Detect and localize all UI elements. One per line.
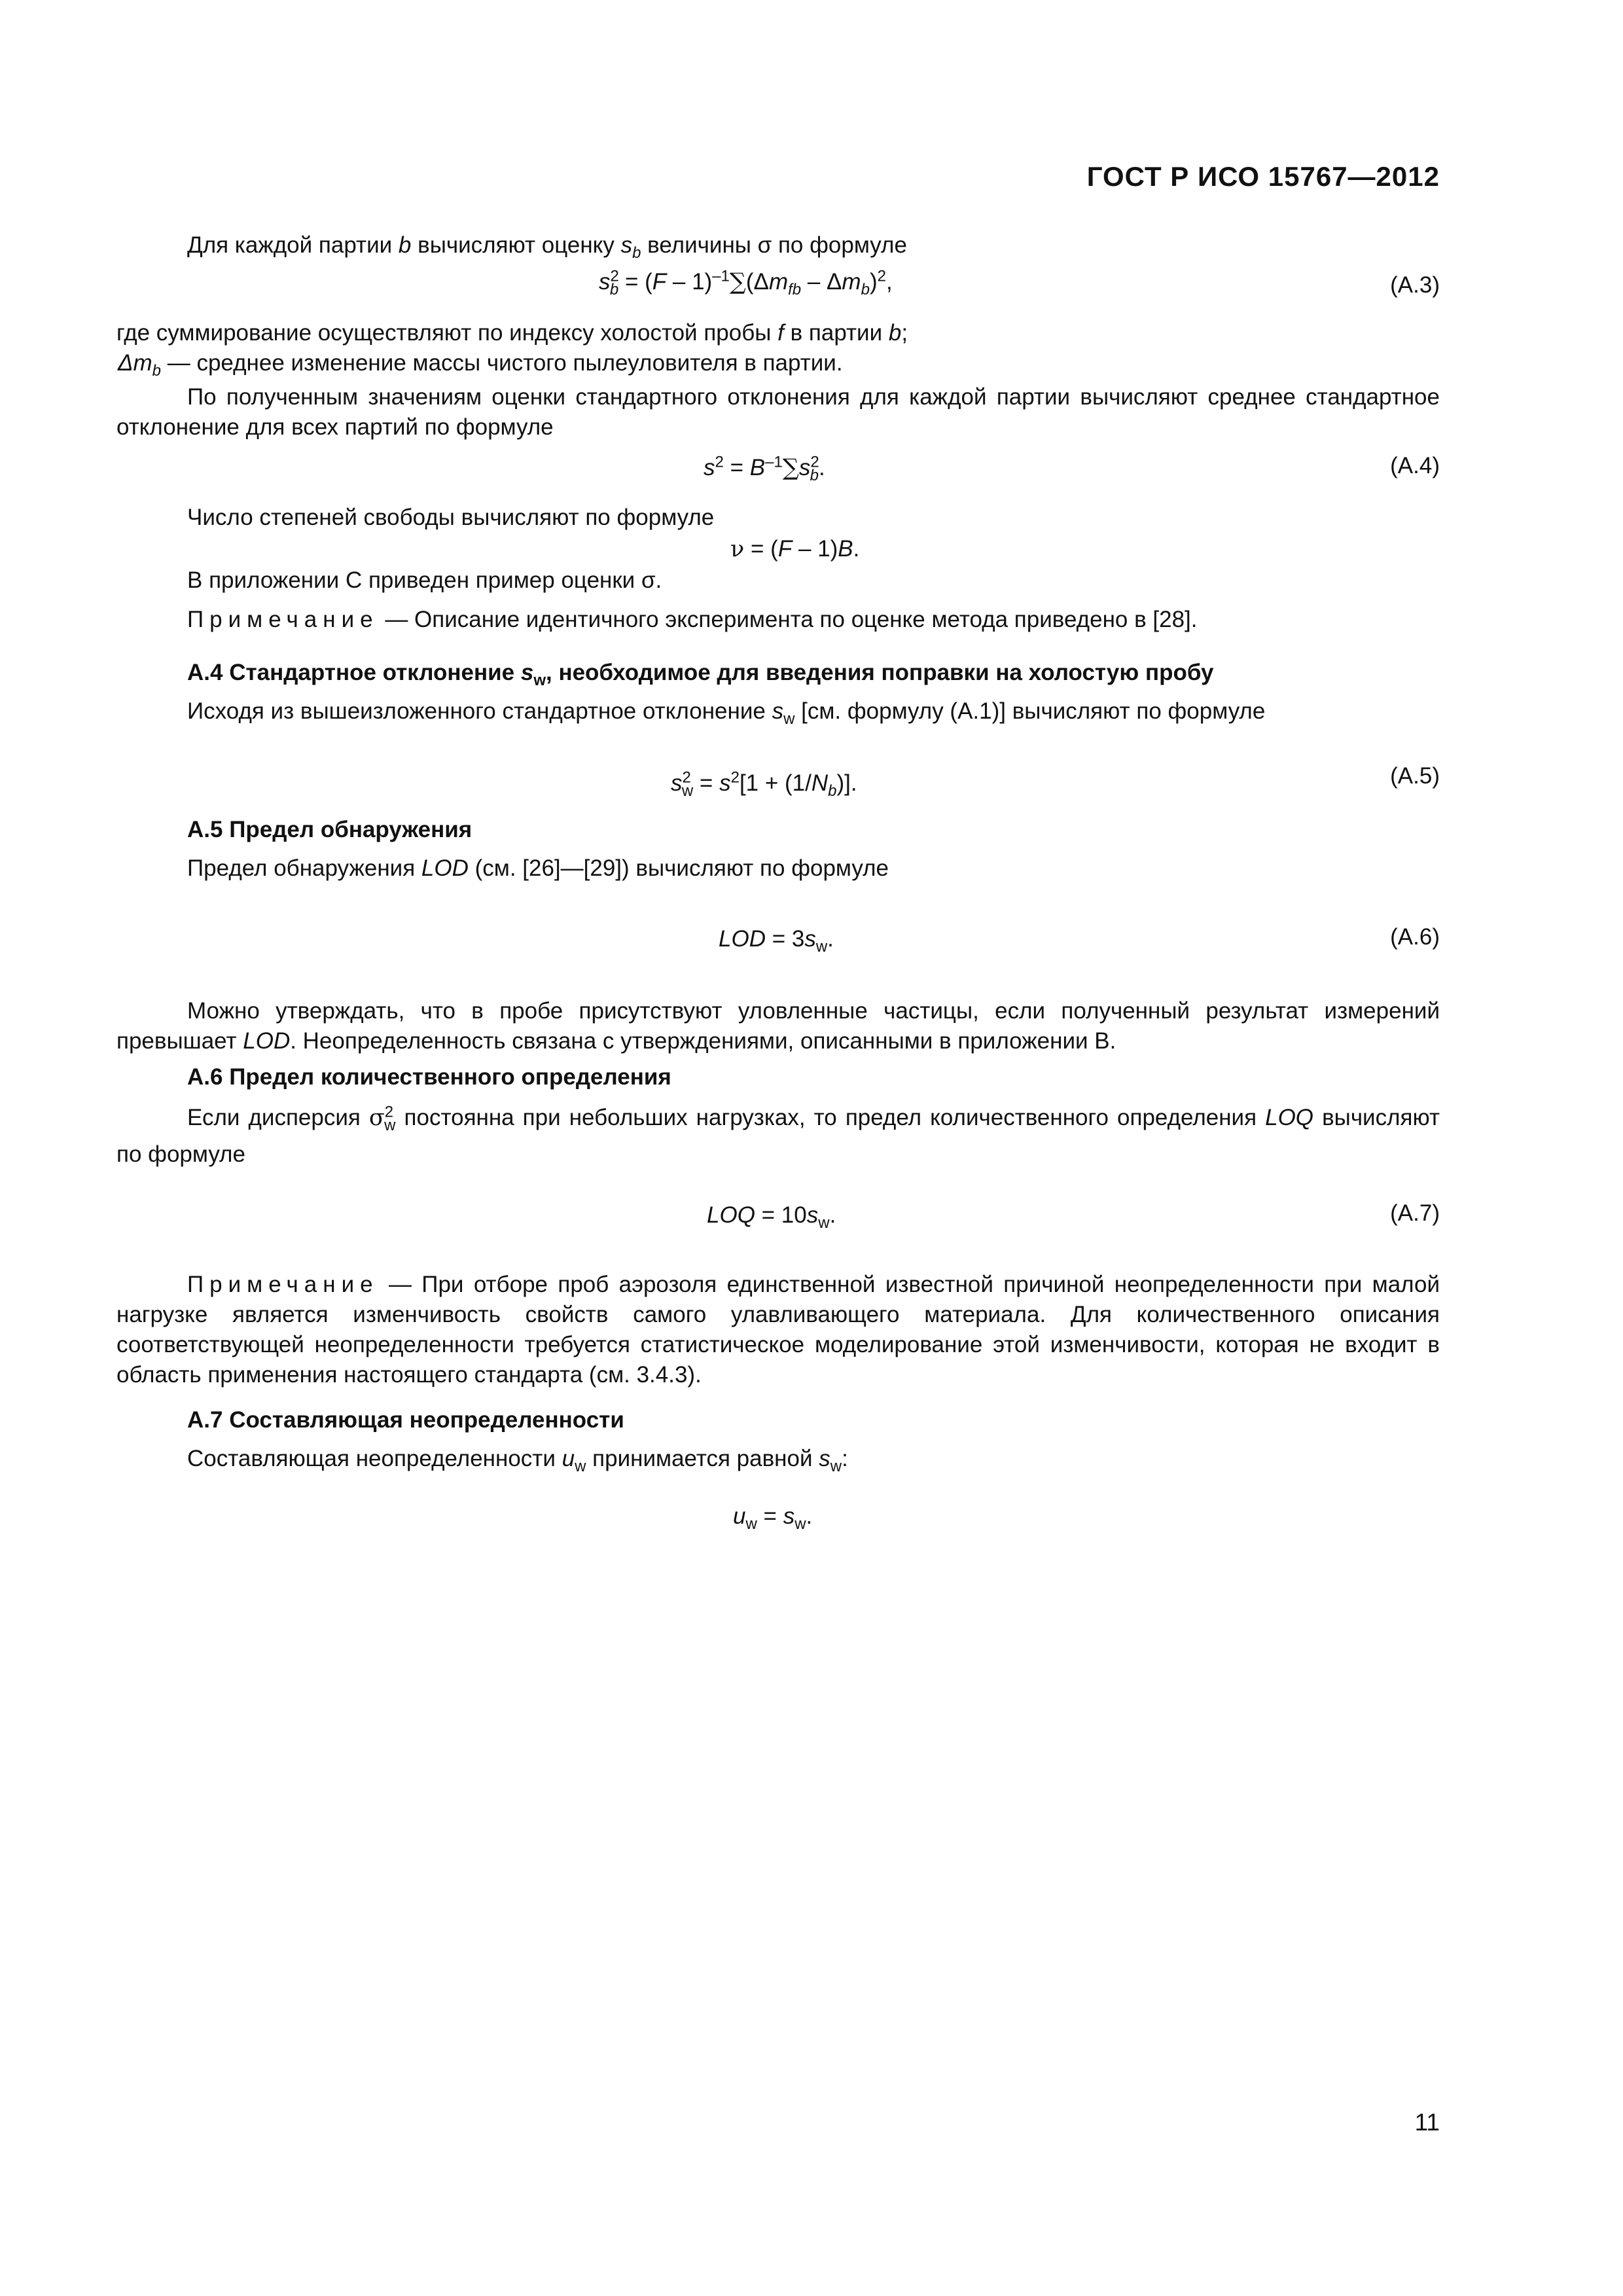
text-run: где суммирование осуществляют по индексу холостой пробы xyxy=(116,320,778,346)
subscript-b: b xyxy=(152,362,161,380)
symbol-nu: ν xyxy=(730,536,745,562)
subscript-w: w xyxy=(818,1214,830,1232)
subscript-w: w xyxy=(830,1458,842,1475)
formula-a4 xyxy=(704,453,825,483)
symbol-lod: LOD xyxy=(243,1028,291,1054)
formula-part: , xyxy=(885,269,893,295)
equation-number-a7: (А.7) xyxy=(1390,1200,1440,1226)
section-heading-a6: А.6 Предел количественного определения xyxy=(187,1064,671,1090)
text-run: [см. формулу (А.1)] вычисляют по формуле xyxy=(794,698,1266,724)
symbol-s: s xyxy=(798,455,811,480)
text-run: вычисляют оценку xyxy=(411,232,621,258)
document-header: ГОСТ Р ИСО 15767—2012 xyxy=(1086,161,1440,192)
subscript-fb: fb xyxy=(788,281,802,298)
formula-part: = ( xyxy=(744,536,778,562)
symbol-b: b xyxy=(888,320,902,346)
heading-text: А.4 Стандартное отклонение xyxy=(187,660,521,685)
paragraph-mean-std: По полученным значениям оценки стандартного отклонения для каждой партии вычисляют среднее стандартное отклонение для всех партий по формуле xyxy=(116,384,1440,440)
symbol-loq: LOQ xyxy=(1265,1105,1314,1130)
superscript-2: 2 xyxy=(730,768,740,787)
symbol-s: s xyxy=(520,660,534,685)
symbol-s: s xyxy=(704,455,715,480)
subscript-b: b xyxy=(828,782,837,800)
formula-part: . xyxy=(829,1202,836,1228)
subscript-w: w xyxy=(783,710,795,728)
formula-part: = xyxy=(723,455,750,480)
formula-part: – 1) xyxy=(792,536,838,562)
formula-part: – 1) xyxy=(666,269,713,295)
text-run: Для каждой партии xyxy=(187,232,399,258)
formula-part: . xyxy=(806,1503,813,1529)
formula-part: – Δ xyxy=(801,269,842,295)
symbol-s: s xyxy=(783,1503,795,1529)
text-run: вычисляют по формуле xyxy=(116,1105,1440,1167)
formula-part: : xyxy=(842,1446,848,1471)
paragraph-delta-mb xyxy=(118,348,843,378)
superscript-2: 2 xyxy=(682,768,691,787)
subscript-b: b xyxy=(632,244,641,262)
text-run: (см. [26]—[29]) вычисляют по формуле xyxy=(468,855,889,881)
text-run: Исходя из вышеизложенного стандартное отклонение xyxy=(187,698,772,724)
note-1 xyxy=(187,605,1198,635)
text-run: постоянна при небольших нагрузках, то предел количественного определения xyxy=(395,1105,1266,1130)
symbol-F: F xyxy=(777,536,793,562)
subscript-w: w xyxy=(384,1117,396,1134)
symbol-f: f xyxy=(777,320,784,346)
note-text: — При отборе проб аэрозоля единственной известной причиной неопределенности при малой нагрузке является изменчивость свойств самого улавливающего материала. Для количественного описания соответствующей неопределенности требуется статистическое моделирование этой изменчивости, которая не входит в область применения настоящего стандарта (см. 3.4.3). xyxy=(116,1272,1440,1388)
sum-sign: ∑ xyxy=(782,455,799,481)
text-run: Составляющая неопределенности xyxy=(187,1446,562,1471)
symbol-B: B xyxy=(838,536,853,562)
text-run: — среднее изменение массы чистого пылеуловителя в партии. xyxy=(161,350,843,376)
superscript-minus1: –1 xyxy=(712,267,730,285)
subscript-w: w xyxy=(681,782,694,800)
formula-a3: $s^2_b = (F - 1)^{-1}\sum(\Delta m_{fb} - \Delta m_b)^2$, xyxy=(599,267,893,298)
superscript-2: 2 xyxy=(384,1103,394,1121)
formula-a7 xyxy=(707,1200,836,1230)
subscript-w: w xyxy=(533,672,546,689)
symbol-b: b xyxy=(398,232,412,258)
subscript-w: w xyxy=(575,1458,586,1475)
paragraph-dof: Число степеней свободы вычисляют по формуле xyxy=(187,505,715,530)
paragraph-lod-claim xyxy=(116,996,1440,1056)
paragraph-batch-estimate xyxy=(187,230,907,260)
paragraph-uncertainty xyxy=(187,1444,848,1474)
symbol-s: s xyxy=(806,1202,819,1228)
symbol-s: s xyxy=(599,269,611,295)
text-run: . Неопределенность связана с утверждениями, описанными в приложении В. xyxy=(290,1028,1116,1054)
text-run: Если дисперсия xyxy=(187,1105,369,1130)
formula-nu xyxy=(730,534,859,564)
formula-part: . xyxy=(827,926,834,952)
formula-part: [1 + (1/ xyxy=(739,770,812,796)
subscript-b: b xyxy=(810,467,819,484)
formula-part: = 3 xyxy=(765,926,805,952)
note-text: — Описание идентичного эксперимента по оценке метода приведено в [28]. xyxy=(378,607,1198,632)
text-run: величины σ по формуле xyxy=(641,232,907,258)
symbol-s: s xyxy=(719,770,731,796)
superscript-2: 2 xyxy=(715,453,724,471)
superscript-2: 2 xyxy=(810,453,819,471)
text-run: Можно утверждать, что в пробе присутствуют уловленные частицы, если полученный результат измерений превышает xyxy=(116,998,1440,1054)
subscript-w: w xyxy=(815,938,828,956)
formula-a6 xyxy=(719,924,834,954)
symbol-s: s xyxy=(671,770,683,796)
section-heading-a4 xyxy=(187,660,1214,689)
equation-number-a3: (А.3) xyxy=(1390,272,1440,298)
symbol-delta-m: Δm xyxy=(118,350,152,376)
superscript-2: 2 xyxy=(877,267,886,285)
symbol-u: u xyxy=(562,1446,575,1471)
symbol-u: u xyxy=(733,1503,746,1529)
paragraph-loq xyxy=(116,1100,1440,1173)
formula-part: . xyxy=(819,455,825,480)
paragraph-lod xyxy=(187,853,889,884)
heading-text: , необходимое для введения поправки на холостую пробу xyxy=(546,660,1214,685)
symbol-s: s xyxy=(804,926,816,952)
sum-sign: ∑ xyxy=(729,269,746,295)
formula-part: ) xyxy=(869,269,878,295)
subscript-w: w xyxy=(745,1515,757,1533)
paragraph-summation: где суммирование осуществляют по индексу холостой пробы f в партии b; xyxy=(116,320,908,346)
formula-part: = ( xyxy=(618,269,652,295)
symbol-N: N xyxy=(811,770,829,796)
superscript-minus1: –1 xyxy=(765,453,783,471)
formula-part: = 10 xyxy=(755,1202,807,1228)
symbol-lod: LOD xyxy=(421,855,469,881)
equation-number-a6: (А.6) xyxy=(1390,924,1440,950)
equation-number-a4: (А.4) xyxy=(1390,453,1440,478)
section-heading-a5: А.5 Предел обнаружения xyxy=(187,817,473,842)
note-2 xyxy=(116,1270,1440,1390)
symbol-B: B xyxy=(749,455,766,480)
section-heading-a7: А.7 Составляющая неопределенности xyxy=(187,1407,624,1433)
symbol-lod: LOD xyxy=(719,926,766,952)
formula-a5 xyxy=(671,768,857,798)
symbol-sigma: σ xyxy=(368,1105,385,1131)
text-run: в партии xyxy=(783,320,889,346)
page-number: 11 xyxy=(1414,2109,1440,2136)
note-label: Примечание xyxy=(187,1272,379,1297)
text-run: принимается равной xyxy=(586,1446,819,1471)
paragraph-annex-c: В приложении С приведен пример оценки σ. xyxy=(187,567,662,593)
text-run: Предел обнаружения xyxy=(187,855,421,881)
paragraph-sw xyxy=(187,696,1265,726)
note-label: Примечание xyxy=(187,607,379,632)
symbol-loq: LOQ xyxy=(707,1202,755,1228)
superscript-2: 2 xyxy=(610,267,619,285)
formula-part: = xyxy=(757,1503,783,1529)
symbol-s: s xyxy=(772,698,784,724)
formula-part: . xyxy=(853,536,860,562)
subscript-b: b xyxy=(861,281,870,298)
equation-number-a5: (А.5) xyxy=(1390,763,1440,789)
formula-uw xyxy=(733,1501,812,1532)
subscript-b: b xyxy=(609,281,619,298)
symbol-s: s xyxy=(819,1446,830,1471)
symbol-s: s xyxy=(620,232,633,258)
formula-part: )]. xyxy=(836,770,857,796)
subscript-w: w xyxy=(794,1515,806,1533)
symbol-F: F xyxy=(652,269,667,295)
formula-part: (Δ xyxy=(745,269,769,295)
formula-part: = xyxy=(693,770,720,796)
